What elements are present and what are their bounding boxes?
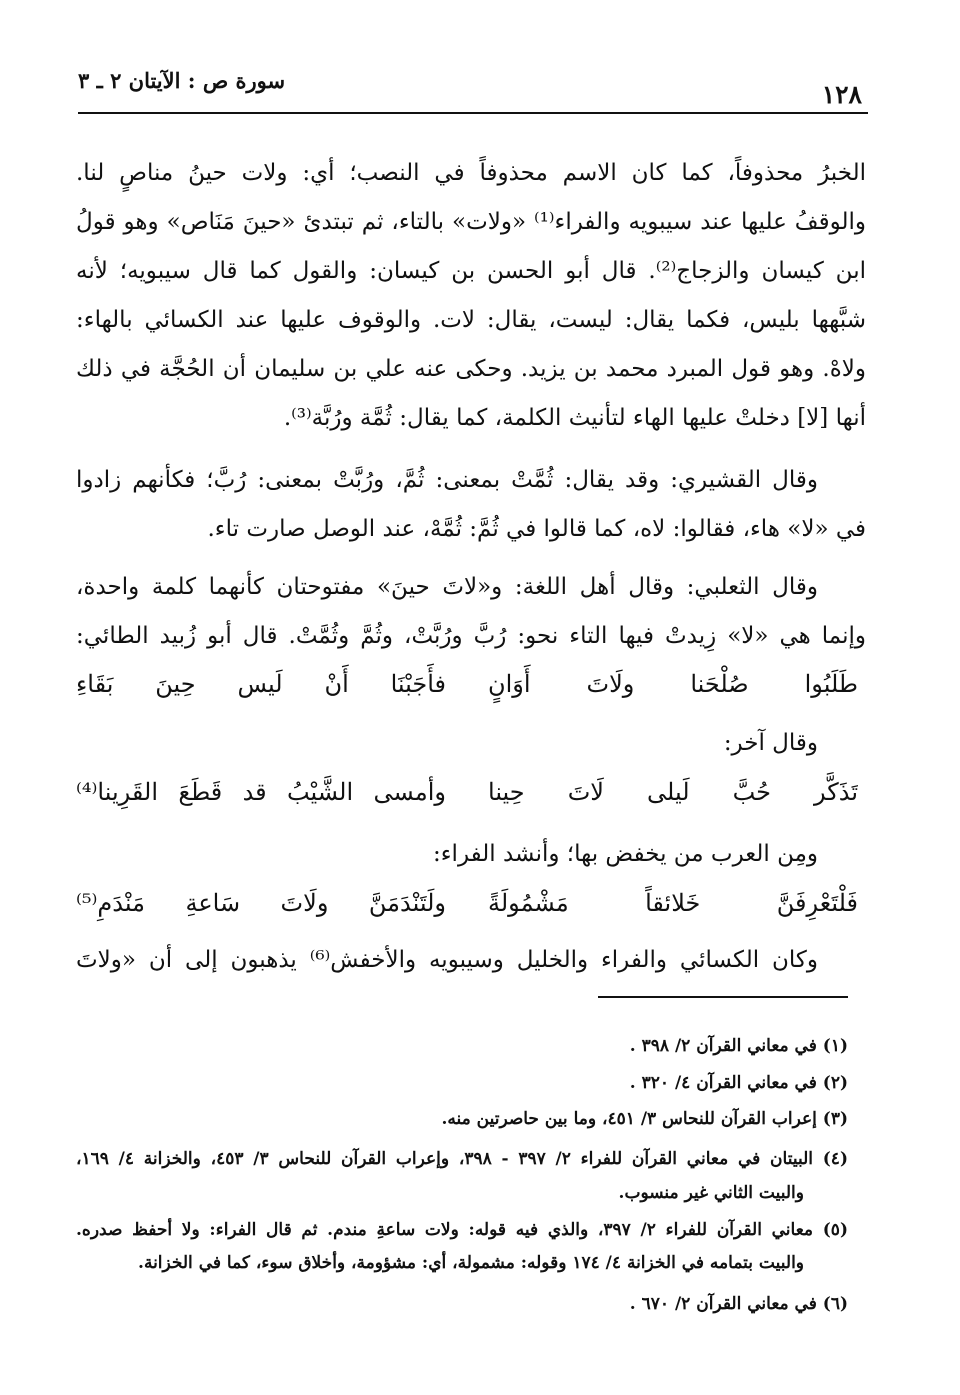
body-line-3: ابن كيسان والزجاج⁽²⁾. قال أبو الحسن بن كيسان: والقول كما قال سيبويه؛ لأنه	[76, 258, 866, 284]
body-line-5: ولاهْ. وهو قول المبرد محمد بن يزيد. وحكى عنه علي بن سليمان أن الحُجَّة في ذلك	[76, 356, 866, 382]
footnote-4-continued: والبيت الثاني غير منسوب.	[618, 1183, 804, 1203]
footnote-separator	[598, 996, 848, 998]
header-title: سورة ص : الآيتان ٢ ـ ٣	[78, 68, 286, 93]
footnote-5-continued: والبيت بتمامه في الخزانة ٤/ ١٧٤ وقوله: مشمولة، أي: مشؤومة، وأخلاق سوء، كما في الخزانة.	[138, 1253, 804, 1273]
page-number: ١٢٨	[821, 80, 862, 109]
footnote-1: (١) في معاني القرآن ٢/ ٣٩٨ .	[629, 1036, 848, 1056]
footnote-6: (٦) في معاني القرآن ٢/ ٦٧٠ .	[629, 1294, 848, 1314]
verse-2-second-hemistich: وأمسى الشَّيْبُ قد قَطَعَ القَرِينا⁽⁴⁾	[76, 778, 446, 806]
verse-3-second-hemistich: ولَتَنْدَمَنَّ ولَاتَ سَاعةِ مَنْدَمِ⁽⁵⁾	[76, 889, 446, 917]
poem-verse-2	[76, 766, 866, 818]
footnote-3: (٣) إعراب القرآن للنحاس ٣/ ٤٥١، وما بين حاصرتين منه.	[441, 1109, 848, 1129]
body-line-13: وكان الكسائي والفراء والخليل وسيبويه والأخفش⁽⁶⁾ يذهبون إلى أن «ولاتَ	[76, 947, 818, 973]
verse-1-first-hemistich: طَلَبُوا صُلْحَنا ولَاتَ أَوَانٍ	[488, 670, 858, 698]
body-line-10: وإنما هي «لا» زِيدتْ فيها التاء نحو: رُبَّ ورُبَّتْ، وثُمَّ وثُمَّتْ. قال أبو زُبيد الطائي:	[76, 623, 866, 649]
body-line-2: والوقفُ عليها عند سيبويه والفراء⁽¹⁾ «ولات» بالتاء، ثم تبتدئ «حينَ مَنَاص» وهو قولُ	[76, 209, 866, 235]
body-line-4: شبَّهها بليس، فكما يقال: ليست، يقال: لات. والوقوف عليها عند الكسائي بالهاء:	[76, 307, 866, 333]
body-line-7: وقال القشيري: وقد يقال: ثُمَّتْ بمعنى: ثُمَّ، ورُبَّتْ بمعنى: رُبَّ؛ فكأنهم زادوا	[76, 467, 818, 493]
verse-3-first-hemistich: فَلْتَعْرِفَنَّ خَلائقاً مَشْمُولَةً	[488, 889, 858, 917]
poem-verse-1	[76, 658, 866, 710]
footnote-2: (٢) في معاني القرآن ٤/ ٣٢٠ .	[629, 1073, 848, 1093]
body-line-1: الخبرُ محذوفاً، كما كان الاسم محذوفاً في النصب؛ أي: ولات حينُ مناصٍ لنا.	[76, 160, 866, 186]
poem-verse-3	[76, 877, 866, 929]
running-header	[78, 68, 868, 108]
body-line-9: وقال الثعلبي: وقال أهل اللغة: و«لاتَ حينَ» مفتوحتان كأنهما كلمة واحدة،	[76, 574, 818, 600]
body-line-6: أنها [لا] دخلتْ عليها الهاء لتأنيث الكلمة، كما يقال: ثُمَّة ورُبَّة⁽³⁾.	[283, 405, 866, 431]
footnote-4: (٤) البيتان في معاني القرآن للفراء ٢/ ٣٩٧ - ٣٩٨، وإعراب القرآن للنحاس ٣/ ٤٥٣، والخزانة ٤/ ١٦٩،	[76, 1149, 848, 1169]
verse-1-second-hemistich: فأَجَبْنَا أَنْ لَيس حِينَ بَقَاءِ	[76, 670, 446, 698]
body-line-12: ومِن العرب من يخفض بها؛ وأنشد الفراء:	[432, 841, 818, 867]
footnote-5: (٥) معاني القرآن للفراء ٢/ ٣٩٧، والذي فيه قوله: ولات ساعةِ مندم. ثم قال الفراء: ولا أحفظ صدره.	[76, 1220, 848, 1240]
body-line-11: وقال آخر:	[723, 730, 818, 756]
body-line-8: في «لا» هاء، فقالوا: لاه، كما قالوا في ثُمَّ: ثُمَّهْ، عند الوصل صارت تاء.	[207, 516, 866, 542]
verse-2-first-hemistich: تَذَكَّر حُبَّ لَيلى لَاتَ حِينا	[488, 778, 858, 806]
header-rule	[78, 112, 868, 114]
